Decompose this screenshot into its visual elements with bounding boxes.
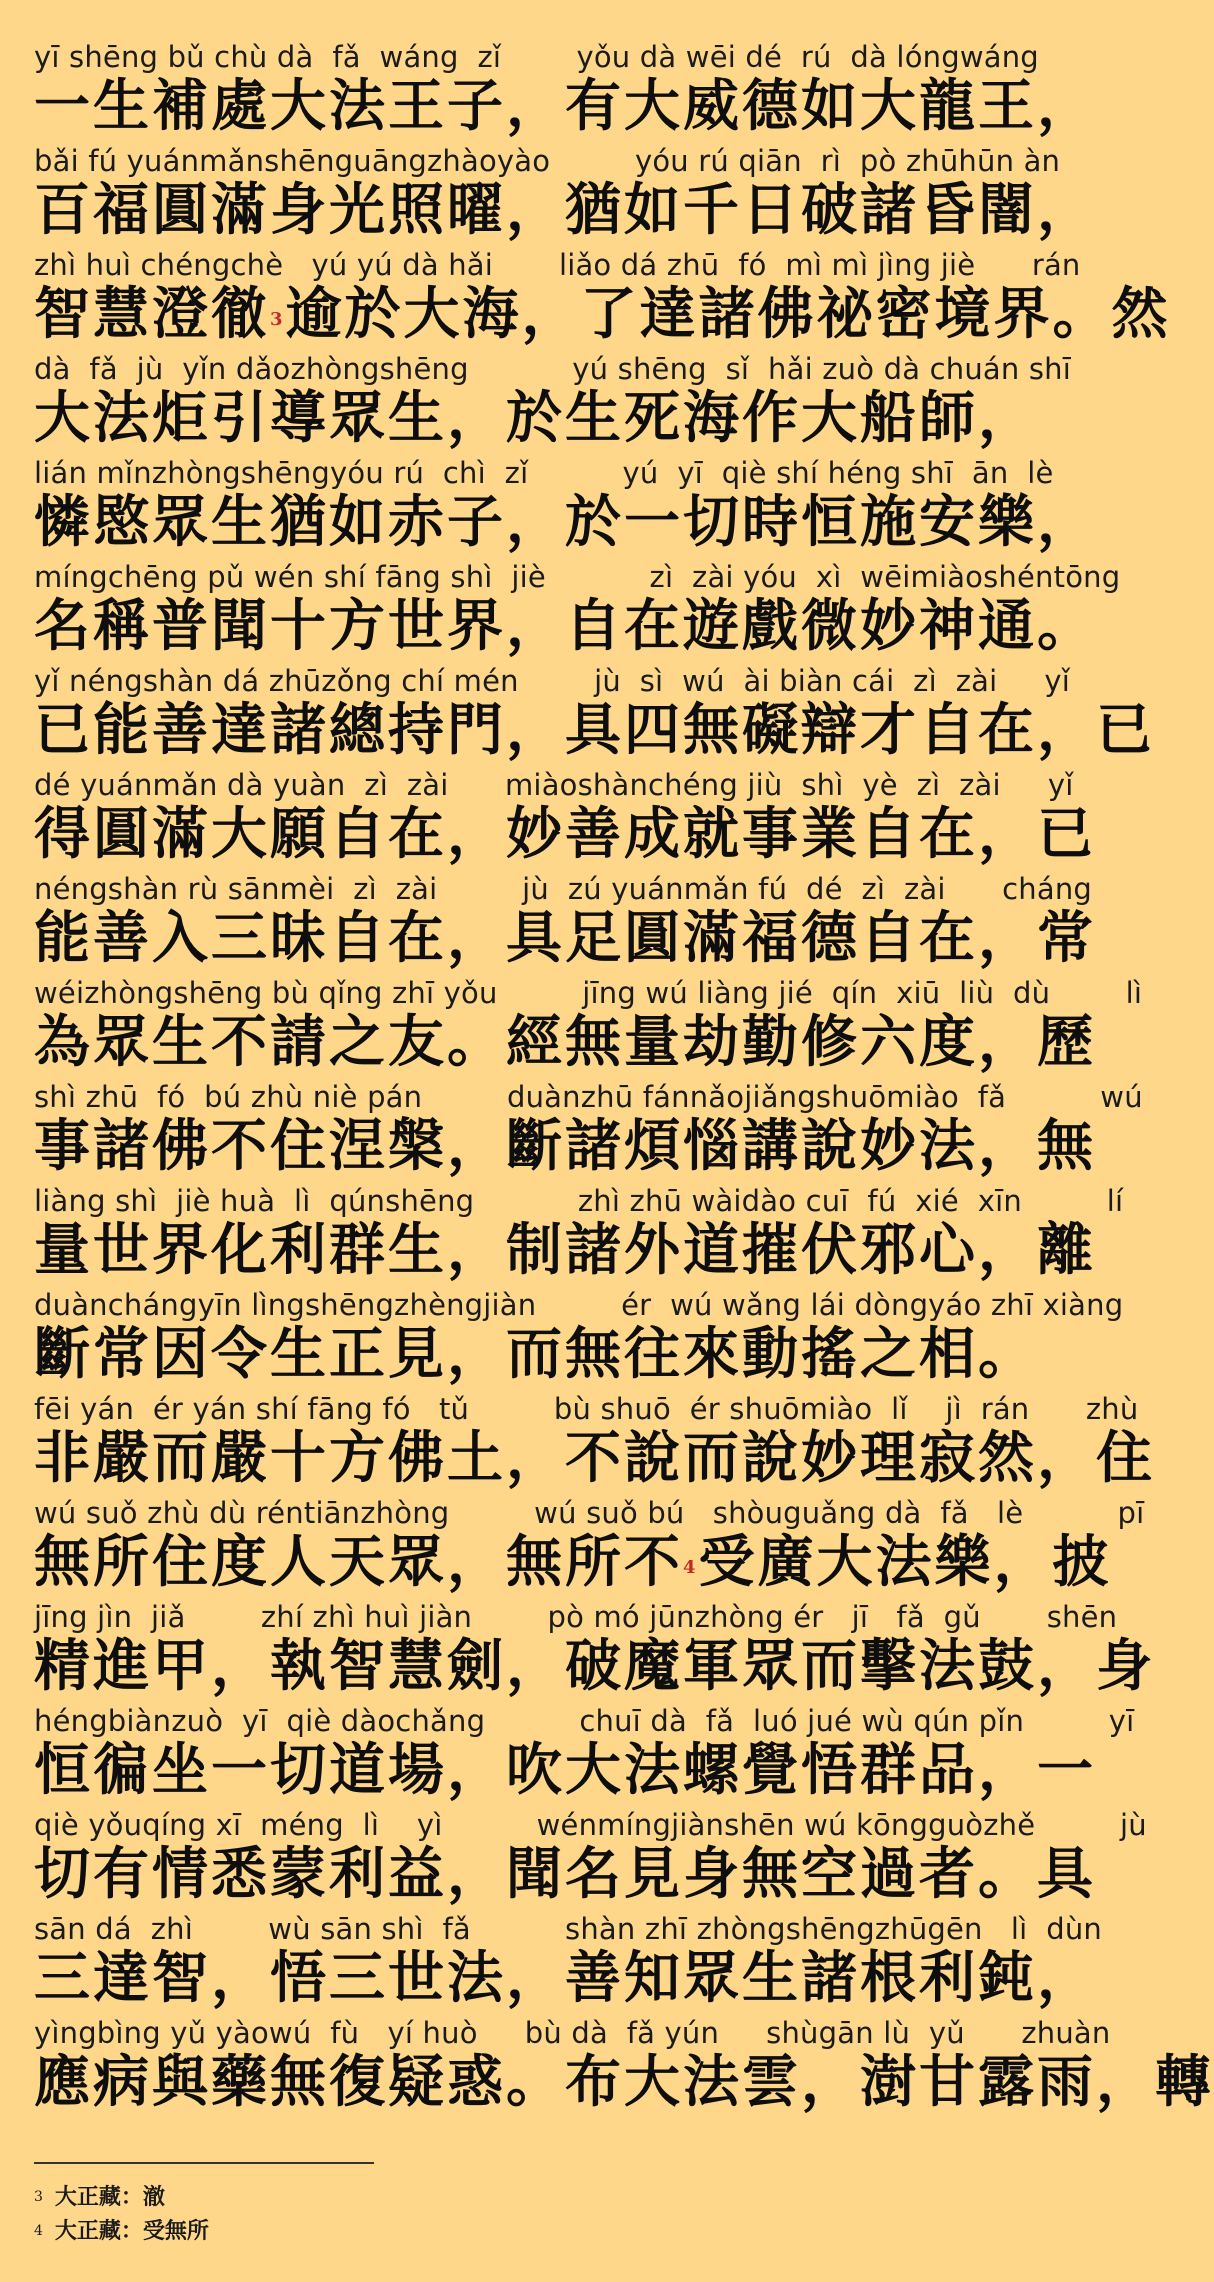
hanzi-text: 智慧澄徹 [34, 281, 270, 347]
hanzi-text: 應病與藥無復疑惑。布大法雲，澍甘露雨，轉 [34, 2049, 1214, 2115]
verse-line [34, 1600, 1155, 1704]
hanzi-text: 大法炬引導眾生，於生死海作大船師， [34, 385, 1037, 451]
hanzi-text: 精進甲，執智慧劍，破魔軍眾而擊法鼓，身 [34, 1633, 1155, 1699]
pinyin-line: fēi yán ér yán shí fāng fó tǔ bù shuō ér shuōmiào lǐ jì rán zhù [34, 1392, 1139, 1426]
pinyin-line: zhì huì chéngchè yú yú dà hǎi liǎo dá zhū fó mì mì jìng jiè rán [34, 248, 1081, 282]
verse-line [34, 1080, 1143, 1184]
pinyin-line: shì zhū fó bú zhù niè pán duànzhū fánnǎojiǎngshuōmiào fǎ wú [34, 1080, 1143, 1114]
hanzi-text: 百福圓滿身光照曜，猶如千日破諸昏闇， [34, 177, 1096, 243]
hanzi-text: 三達智，悟三世法，善知眾生諸根利鈍， [34, 1945, 1096, 2011]
footnote-marker: 4 [683, 1557, 699, 1578]
pinyin-line: bǎi fú yuánmǎnshēnguāngzhàoyào yóu rú qiān rì pò zhūhūn àn [34, 144, 1061, 178]
hanzi-line [34, 1321, 1054, 1388]
hanzi-line [34, 1113, 1096, 1180]
hanzi-line [34, 2049, 1214, 2116]
hanzi-text: 已能善達諸總持門，具四無礙辯才自在，已 [34, 697, 1155, 763]
pinyin-line: dà fǎ jù yǐn dǎozhòngshēng yú shēng sǐ hǎi zuò dà chuán shī [34, 352, 1072, 386]
verse-line [34, 40, 1096, 144]
hanzi-line [34, 1425, 1155, 1492]
pinyin-line: duànchángyīn lìngshēngzhèngjiàn ér wú wǎng lái dòngyáo zhī xiàng [34, 1288, 1124, 1322]
hanzi-text: 一生補處大法王子，有大威德如大龍王， [34, 73, 1096, 139]
hanzi-line [34, 177, 1096, 244]
verse-line [34, 560, 1121, 664]
hanzi-line [34, 1009, 1096, 1076]
verse-line [34, 1704, 1135, 1808]
pinyin-line: liàng shì jiè huà lì qúnshēng zhì zhū wàidào cuī fú xié xīn lí [34, 1184, 1124, 1218]
pinyin-line: wú suǒ zhù dù réntiānzhòng wú suǒ bú shòuguǎng dà fǎ lè pī [34, 1496, 1145, 1530]
pinyin-line: yǐ néngshàn dá zhūzǒng chí mén jù sì wú ài biàn cái zì zài yǐ [34, 664, 1071, 698]
verse-line [34, 2016, 1214, 2120]
hanzi-text: 得圓滿大願自在，妙善成就事業自在，已 [34, 801, 1096, 867]
verse-line [34, 144, 1096, 248]
hanzi-line [34, 1945, 1096, 2012]
hanzi-text: 非嚴而嚴十方佛土，不說而說妙理寂然，住 [34, 1425, 1155, 1491]
pinyin-line: jīng jìn jiǎ zhí zhì huì jiàn pò mó jūnzhòng ér jī fǎ gǔ shēn [34, 1600, 1118, 1634]
hanzi-line [34, 593, 1096, 660]
footnotes [34, 2180, 834, 2248]
hanzi-text: 憐愍眾生猶如赤子，於一切時恒施安樂， [34, 489, 1096, 555]
hanzi-text: 逾於大海，了達諸佛祕密境界。然 [285, 281, 1171, 347]
verse-line [34, 664, 1155, 768]
hanzi-line [34, 801, 1096, 868]
hanzi-text: 事諸佛不住涅槃，斷諸煩惱講說妙法，無 [34, 1113, 1096, 1179]
verse-line [34, 1288, 1124, 1392]
pinyin-line: wéizhòngshēng bù qǐng zhī yǒu jīng wú liàng jié qín xiū liù dù lì [34, 976, 1143, 1010]
verse-line [34, 1912, 1103, 2016]
verse-line [34, 248, 1171, 352]
verse-line [34, 1184, 1124, 1288]
hanzi-text: 受廣大法樂，披 [698, 1529, 1112, 1595]
verse-line [34, 768, 1096, 872]
hanzi-text: 能善入三昧自在，具足圓滿福德自在，常 [34, 905, 1096, 971]
verse-line [34, 352, 1072, 456]
verse-line [34, 1496, 1145, 1600]
footnote-3 [34, 2180, 834, 2214]
hanzi-line [34, 73, 1096, 140]
verse-line [34, 456, 1096, 560]
hanzi-text: 為眾生不請之友。經無量劫勤修六度，歷 [34, 1009, 1096, 1075]
hanzi-text: 名稱普聞十方世界，自在遊戲微妙神通。 [34, 593, 1096, 659]
hanzi-line [34, 905, 1096, 972]
pinyin-line: yìngbìng yǔ yàowú fù yí huò bù dà fǎ yún shùgān lù yǔ zhuàn [34, 2016, 1111, 2050]
hanzi-text: 斷常因令生正見，而無往來動搖之相。 [34, 1321, 1037, 1387]
verse-line [34, 1392, 1155, 1496]
sutra-text [34, 40, 1214, 2120]
pinyin-line: yī shēng bǔ chù dà fǎ wáng zǐ yǒu dà wēi dé rú dà lóngwáng [34, 40, 1039, 74]
footnote-divider [34, 2162, 374, 2164]
pinyin-line: sān dá zhì wù sān shì fǎ shàn zhī zhòngshēngzhūgēn lì dùn [34, 1912, 1103, 1946]
verse-line [34, 976, 1143, 1080]
hanzi-line [34, 1217, 1096, 1284]
pinyin-line: héngbiànzuò yī qiè dàochǎng chuī dà fǎ luó jué wù qún pǐn yī [34, 1704, 1135, 1738]
pinyin-line: míngchēng pǔ wén shí fāng shì jiè zì zài yóu xì wēimiàoshéntōng [34, 560, 1121, 594]
hanzi-text: 無所住度人天眾，無所不 [34, 1529, 683, 1595]
footnote-marker: 3 [270, 309, 286, 330]
verse-line [34, 1808, 1147, 1912]
hanzi-line [34, 281, 1171, 348]
hanzi-line [34, 1841, 1096, 1908]
footnote-text: 大正藏：澈 [54, 2184, 165, 2210]
hanzi-line [34, 385, 1054, 452]
footnote-4 [34, 2214, 834, 2248]
hanzi-line [34, 697, 1155, 764]
hanzi-line [34, 1633, 1155, 1700]
pinyin-line: néngshàn rù sānmèi zì zài jù zú yuánmǎn fú dé zì zài cháng [34, 872, 1093, 906]
hanzi-line [34, 489, 1096, 556]
hanzi-line [34, 1529, 1112, 1596]
footnote-number: 4 [34, 2223, 43, 2239]
hanzi-text: 切有情悉蒙利益，聞名見身無空過者。具 [34, 1841, 1096, 1907]
verse-line [34, 872, 1096, 976]
hanzi-text: 量世界化利群生，制諸外道摧伏邪心，離 [34, 1217, 1096, 1283]
hanzi-text: 恒徧坐一切道場，吹大法螺覺悟群品，一 [34, 1737, 1096, 1803]
footnote-number: 3 [34, 2189, 43, 2205]
pinyin-line: lián mǐnzhòngshēngyóu rú chì zǐ yú yī qiè shí héng shī ān lè [34, 456, 1054, 490]
pinyin-line: dé yuánmǎn dà yuàn zì zài miàoshànchéng jiù shì yè zì zài yǐ [34, 768, 1074, 802]
pinyin-line: qiè yǒuqíng xī méng lì yì wénmíngjiànshēn wú kōngguòzhě jù [34, 1808, 1147, 1842]
footnote-text: 大正藏：受無所 [54, 2218, 209, 2244]
hanzi-line [34, 1737, 1096, 1804]
